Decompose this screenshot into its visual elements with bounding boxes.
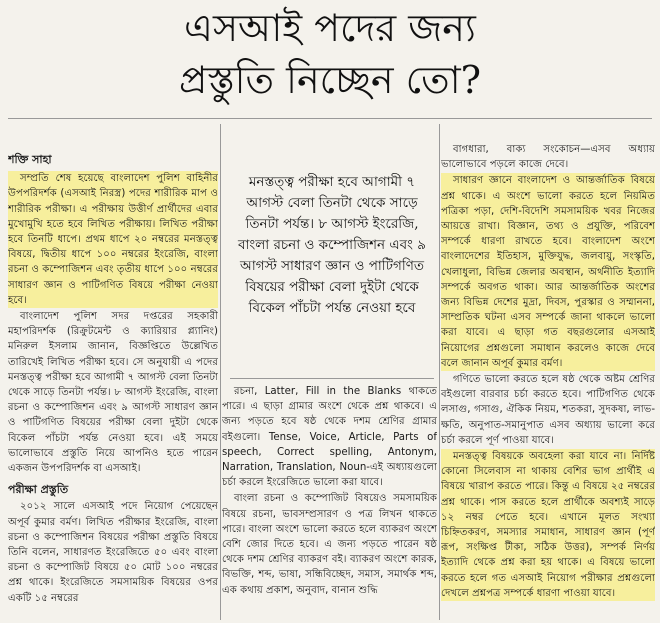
pull-quote: মনস্তত্ত্ব পরীক্ষা হবে আগামী ৭ আগস্ট বেলা তিনটা থেকে সাড়ে তিনটা পর্যন্ত। ৮ আগস্ট ইংরেজি, বাংলা রচনা ও কম্পোজিশন এবং ৯ আগস্ট সাধারণ জ্ঞান ও পাটিগণিত বিষয়ের পরীক্ষা বেলা দুইটা থেকে বিকেল পাঁচটা পর্যন্ত নেওয়া হবে xyxy=(237,174,427,316)
article-column-3 xyxy=(441,142,655,620)
paragraph: মনস্তত্ত্ব বিষয়কে অবহেলা করা যাবে না। নির্দিষ্ট কোনো সিলেবাস না থাকায় বেশির ভাগ প্রার্থীই এ বিষয়ে খারাপ করতে পারে। কিন্তু এ বিষয়ে ২৫ নম্বরের প্রশ্ন থাকে। পাস করতে হলে প্রার্থীকে অবশ্যই সাড়ে ১২ নম্বর পেতে হবে। এখানে মূলত সংখ্যা চিহ্নিতকরণ, সমস্যার সমাধান, সাধারণ জ্ঞান (পূর্ণ রূপ, সংক্ষিপ্ত টীকা, সঠিক উত্তর), সম্পর্ক নির্ণয় ইত্যাদি থেকে প্রশ্ন করা হয় থাকে। এ বিষয়ে ভালো করতে হলে গত এসআই নিয়োগ পরীক্ষার প্রশ্নগুলো দেখলে প্রশ্নপত্র সম্পর্কে ধারণা পাওয়া যাবে। xyxy=(441,449,655,601)
column-divider-1 xyxy=(220,124,221,620)
article-column-1 xyxy=(8,152,218,620)
article-column-2 xyxy=(222,384,437,620)
pull-quote-divider xyxy=(230,378,434,379)
headline xyxy=(0,2,660,106)
column-divider-2 xyxy=(439,124,440,620)
paragraph: বাংলাদেশ পুলিশ সদর দপ্তরের সহকারী মহাপরিদর্শক (রিক্রুটমেন্ট ও ক্যারিয়ার প্ল্যানিং) মনিরুল ইসলাম জানান, বিজ্ঞপ্তিতে উল্লেখিত তারিখেই লিখিত পরীক্ষা হবে। সে অনুযায়ী এ পদের মনস্তত্ত্ব পরীক্ষা হবে আগামী ৭ আগস্ট বেলা তিনটা থেকে সাড়ে তিনটা পর্যন্ত। ৮ আগস্ট ইংরেজি, বাংলা রচনা ও কম্পোজিশন এবং ৯ আগস্ট সাধারণ জ্ঞান ও পাটিগণিত বিষয়ের পরীক্ষা বেলা দুইটা থেকে বিকেল পাঁচটা পর্যন্ত নেওয়া হবে। এই সময়ে ভালোভাবে প্রস্তুতি নিয়ে আপনিও হতে পারেন একজন উপপরিদর্শক বা এসআই। xyxy=(8,311,218,475)
paragraph: গণিতে ভালো করতে হলে ষষ্ঠ থেকে অষ্টম শ্রেণির বইগুলো বারবার চর্চা করতে হবে। পাটিগণিত থেকে লসাগু, গসাগু, ঐকিক নিয়ম, শতকরা, সুদকষা, লাভ-ক্ষতি, অনুপাত-সমানুপাত এসব অধ্যায় ভালো করে চর্চা করলে পূর্ণ পাওয়া যাবে। xyxy=(441,374,655,446)
paragraph: রচনা, Latter, Fill in the Blanks থাকতে পারে। এ ছাড়া গ্রামার অংশে থেকে প্রশ্ন থাকবে। এ জন্য পড়তে হবে ষষ্ঠ থেকে দশম শ্রেণির গ্রামার বইগুলো। Tense, Voice, Article, Parts of speech, Correct spelling, Antonym, Narration, Translation, Noun-এই অধ্যায়গুলো চর্চা করলে ইংরেজিতে ভালো করা যাবে। xyxy=(222,386,437,489)
paragraph: বাংলা রচনা ও কম্পোজিট বিষয়েও সমসাময়িক বিষয়ে রচনা, ভাবসম্প্রসারণ ও পত্র লিখন থাকতে পারে। বাংলা অংশে ভালো করতে হলে ব্যাকরণ অংশে বেশি জোর দিতে হবে। এ জন্য পড়তে পারেন ষষ্ঠ থেকে দশম শ্রেণির ব্যাকরণ বই। ব্যাকরণ অংশে কারক, বিভক্তি, শব্দ, ভাষা, সন্ধিবিচ্ছেদ, সমাস, সমার্থক শব্দ, এক কথায় প্রকাশ, অনুবাদ, বানান শুদ্ধি xyxy=(222,493,437,596)
section-title: পরীক্ষা প্রস্তুতি xyxy=(8,483,69,497)
header-divider xyxy=(8,118,652,119)
headline-line-1: এসআই পদের জন্য xyxy=(184,6,476,50)
paragraph: সম্প্রতি শেষ হয়েছে বাংলাদেশ পুলিশ বাহিনীর উপপরিদর্শক (এসআই নিরস্ত্র) পদের শারীরিক মাপ ও শারীরিক পরীক্ষা। এ পরীক্ষায় উত্তীর্ণ প্রার্থীদের এবার মুখোমুখি হতে হবে লিখিত পরীক্ষায়। লিখিত পরীক্ষা হবে তিনটি ধাপে। প্রথম ধাপে ২০ নম্বরের মনস্তত্ত্ব বিষয়ে, দ্বিতীয় ধাপে ১০০ নম্বরের ইংরেজি, বাংলা রচনা ও কম্পোজিশন এবং তৃতীয় ধাপে ১০০ নম্বরের সাধারণ জ্ঞান ও পাটিগণিত বিষয়ে পরীক্ষা নেওয়া হবে। xyxy=(8,171,218,308)
paragraph: সাধারণ জ্ঞানে বাংলাদেশ ও আন্তর্জাতিক বিষয়ে প্রশ্ন থাকে। এ অংশে ভালো করতে হলে নিয়মিত পত্রিকা পড়া, দেশি-বিদেশি সমসাময়িক খবর নিজের আয়ত্তে রাখা। বিজ্ঞান, তথ্য ও প্রযুক্তি, পরিবেশ সম্পর্কে ধারণা রাখতে হবে। বাংলাদেশ অংশে বাংলাদেশের ইতিহাস, মুক্তিযুদ্ধ, জলবায়ু, সংস্কৃতি, খেলাধুলা, বিভিন্ন জেলার অবস্থান, অর্থনীতি ইত্যাদি সম্পর্কে অবগত থাকা। আর আন্তর্জাতিক অংশের জন্য বিভিন্ন দেশের মুদ্রা, দিবস, পুরস্কার ও সম্মাননা, সাম্প্রতিক ঘটনা এসব সম্পর্কে জানা থাকলে ভালো করা যাবে। এ ছাড়া গত বছরগুলোর এসআই নিয়োগের প্রশ্নগুলো সমাধান করলেও কাজে দেবে বলে জানান অপূর্ব কুমার বর্মণ। xyxy=(441,173,655,371)
headline-line-2: প্রস্তুতি নিচ্ছেন তো? xyxy=(178,58,482,102)
paragraph: ২০১২ সালে এসআই পদে নিয়োগ পেয়েছেন অপূর্ব কুমার বর্মণ। লিখিত পরীক্ষার ইংরেজি, বাংলা রচনা ও কম্পোজিশন বিষয়ের পরীক্ষা প্রস্তুতি বিষয়ে তিনি বলেন, সাধারণত ইংরেজিতে ৫০ এবং বাংলা রচনা ও কম্পোজিট বিষয়ে ৫০ মোট ১০০ নম্বরের প্রশ্ন থাকে। ইংরেজিতে সমসাময়িক বিষয়ের ওপর একটি ১৫ নম্বরের xyxy=(8,501,218,604)
paragraph: বাগধারা, বাক্য সংকোচন—এসব অধ্যায় ভালোভাবে পড়লে কাজে দেবে। xyxy=(441,144,655,171)
byline: শক্তি সাহা xyxy=(8,153,52,166)
